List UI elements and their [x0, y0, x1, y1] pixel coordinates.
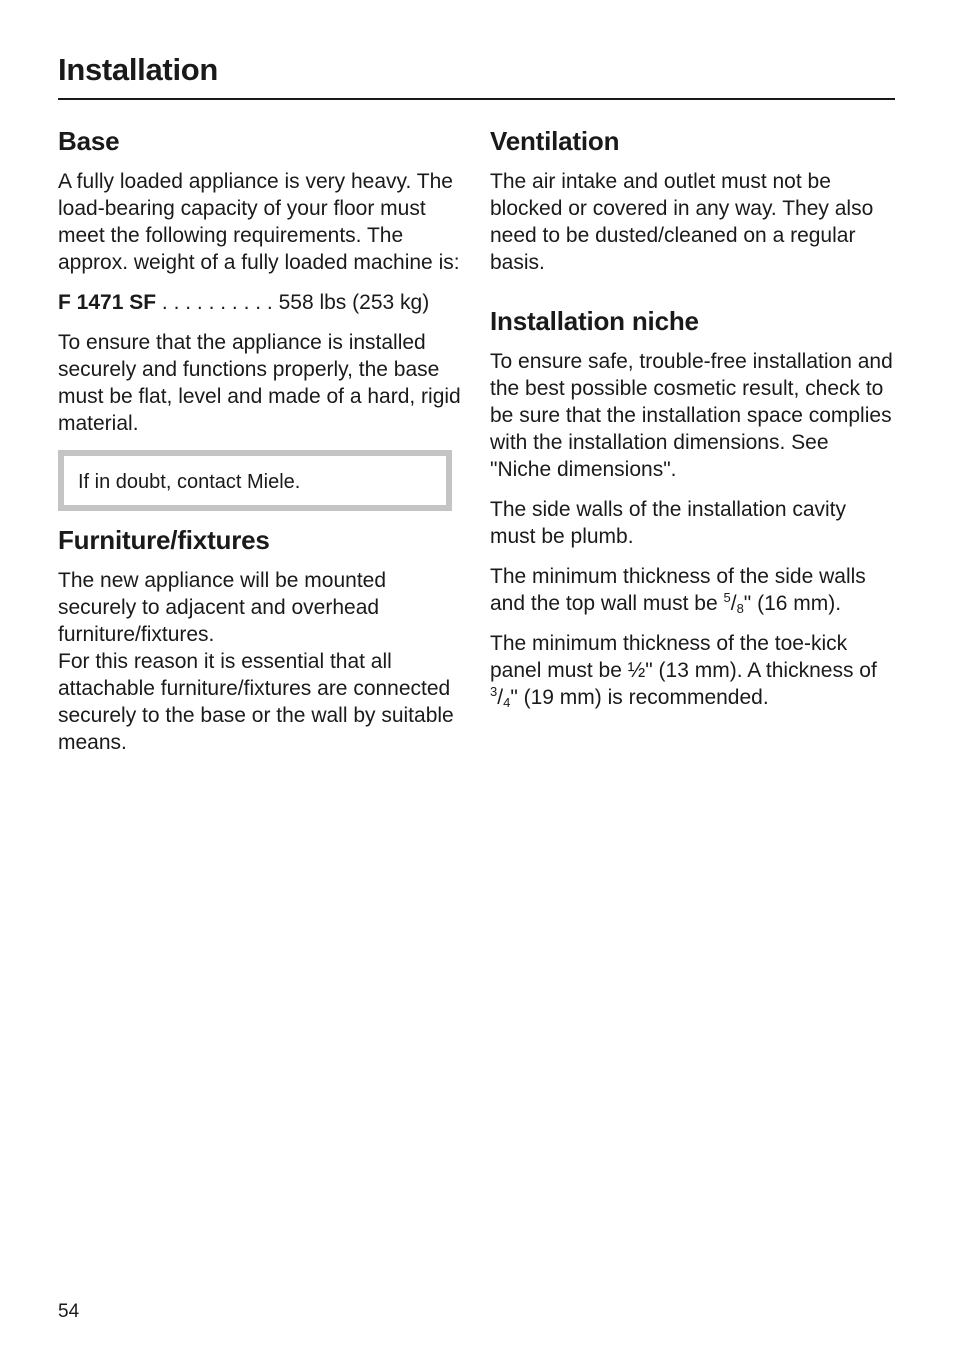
- left-column: [58, 124, 468, 769]
- section-heading-niche: Installation niche: [490, 306, 699, 336]
- weight-value: 558 lbs (253 kg): [278, 291, 430, 314]
- section-heading-furniture: Furniture/fixtures: [58, 525, 270, 555]
- fraction-numerator: 5: [723, 590, 731, 605]
- note-box: [58, 450, 452, 511]
- section-furniture: [58, 523, 468, 756]
- fraction-denominator: 8: [736, 601, 744, 616]
- model-label: F 1471 SF: [58, 291, 157, 314]
- niche-paragraph-plumb: The side walls of the installation cavity must be plumb.: [490, 498, 847, 548]
- note-text: If in doubt, contact Miele.: [78, 471, 301, 493]
- niche-paragraph-dimensions: To ensure safe, trouble-free installation and the best possible cosmetic result, check to be sure that the installation space complies with the installation dimensions. See "Niche dimensions".: [490, 350, 893, 481]
- toe-kick-recommendation: " (19 mm) is recommended.: [510, 686, 769, 709]
- fraction-slash: /: [497, 686, 504, 709]
- toe-kick-text: The minimum thickness of the toe-kick panel must be ½" (13 mm). A thickness of: [490, 632, 877, 682]
- ventilation-paragraph: The air intake and outlet must not be blocked or covered in any way. They also need to be dusted/cleaned on a regular basis.: [490, 170, 874, 274]
- wall-thickness-text: The minimum thickness of the side walls and the top wall must be: [490, 565, 866, 615]
- right-column: [490, 124, 895, 724]
- weight-spec-line: [58, 289, 468, 316]
- base-paragraph-weight: A fully loaded appliance is very heavy. The load-bearing capacity of your floor must meet the following requirements. The approx. weight of a fully loaded machine is:: [58, 170, 460, 274]
- fraction-slash: /: [730, 592, 737, 615]
- section-heading-base: Base: [58, 126, 120, 156]
- section-heading-ventilation: Ventilation: [490, 126, 620, 156]
- furniture-line-2: For this reason it is essential that all attachable furniture/fixtures are connected securely to the base or the wall by suitable means.: [58, 650, 454, 754]
- fraction-denominator: 4: [503, 695, 511, 710]
- niche-paragraph-toe-kick: [490, 630, 895, 711]
- fraction-numerator: 3: [490, 684, 498, 699]
- page-title: Installation: [58, 52, 219, 87]
- page-number: 54: [58, 1301, 80, 1322]
- dot-leader: . . . . . . . . . .: [156, 291, 279, 314]
- section-ventilation: [490, 124, 895, 276]
- furniture-paragraph: [58, 567, 468, 756]
- niche-paragraph-wall-thickness: [490, 563, 895, 617]
- furniture-line-1: The new appliance will be mounted securely to adjacent and overhead furniture/fixtures.: [58, 569, 387, 646]
- wall-thickness-value: " (16 mm).: [743, 592, 842, 615]
- title-divider: [58, 98, 895, 100]
- base-paragraph-floor: To ensure that the appliance is installed securely and functions properly, the base must be flat, level and made of a hard, rigid material.: [58, 331, 461, 435]
- section-installation-niche: [490, 304, 895, 711]
- section-base: [58, 124, 468, 511]
